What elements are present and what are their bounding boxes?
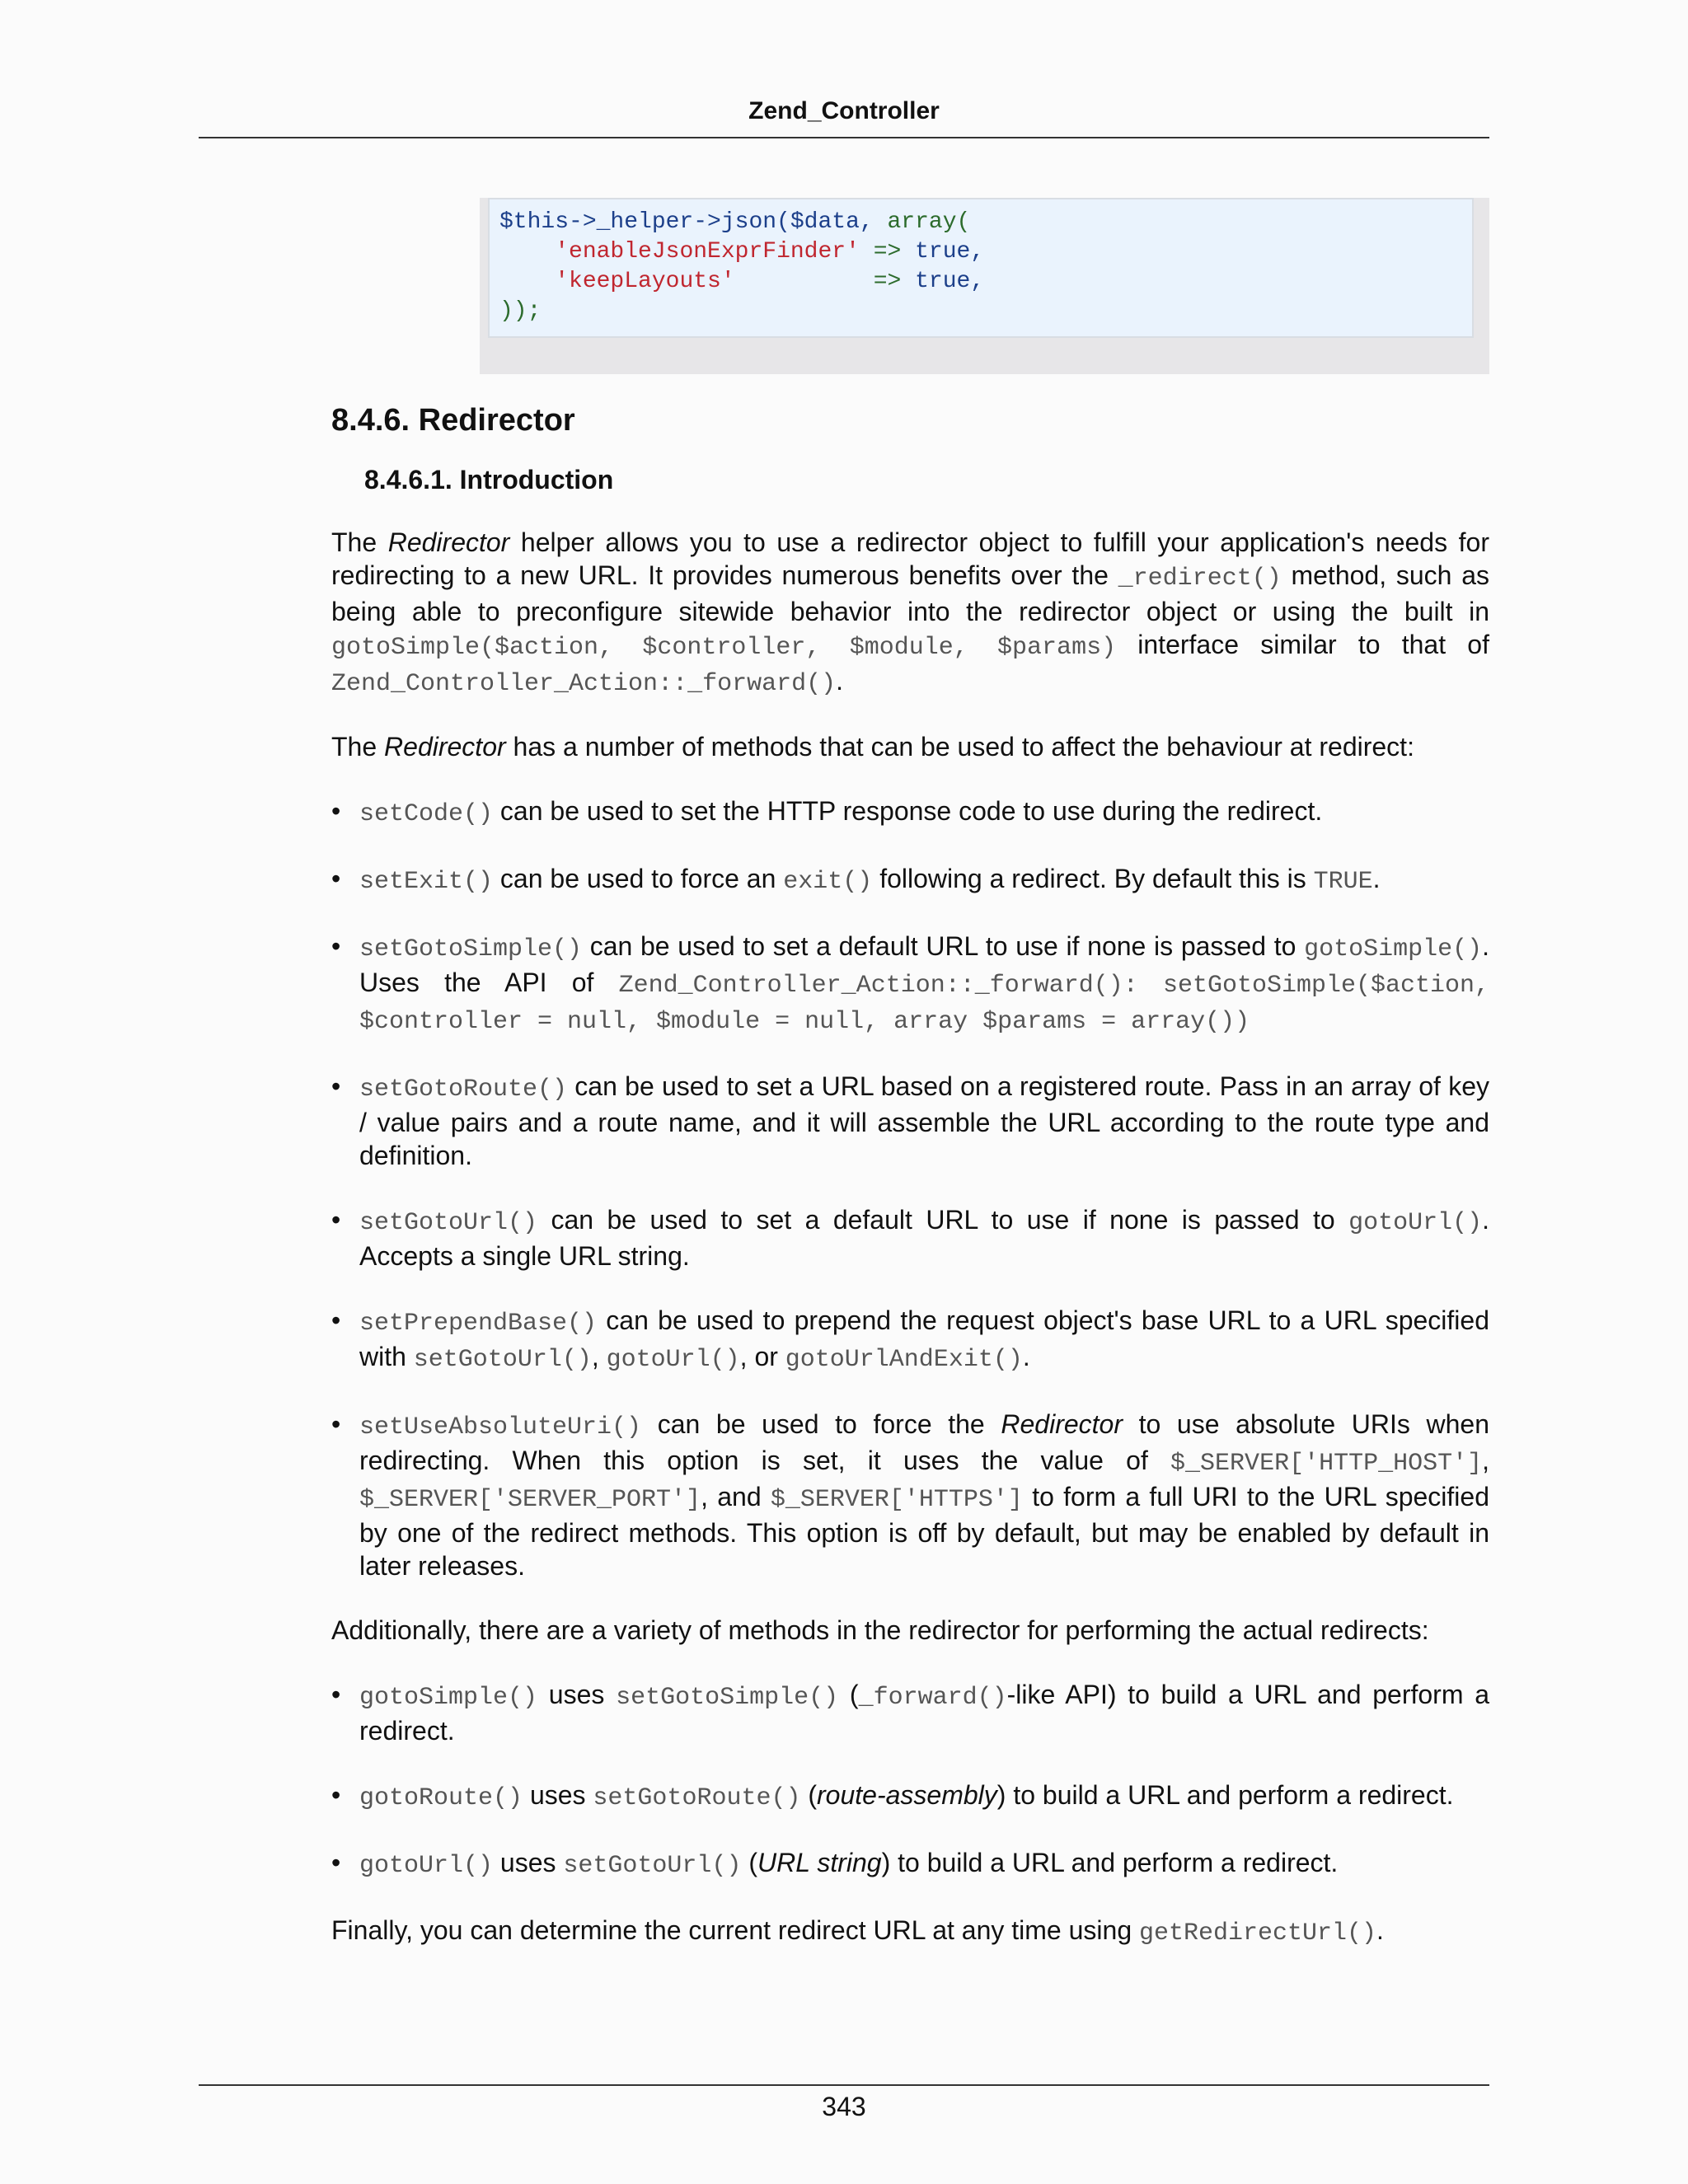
code-token: ));: [499, 298, 542, 324]
code-inline: setPrependBase(): [359, 1310, 598, 1338]
code-indent: [735, 269, 874, 294]
code-value: true,: [915, 239, 985, 265]
text: [1138, 968, 1163, 997]
actions-intro-paragraph: Additionally, there are a variety of methods in the redirector for performing the actual redirects:: [331, 1615, 1429, 1645]
code-inline: gotoRoute(): [359, 1784, 523, 1812]
header-rule: [199, 137, 1489, 138]
code-inline: _forward(): [858, 1684, 1007, 1712]
list-item: [331, 1408, 1489, 1582]
code-string: 'keepLayouts': [555, 269, 735, 294]
code-inline: getRedirectUrl(): [1139, 1919, 1377, 1947]
emphasis: URL string: [757, 1848, 882, 1877]
code-inline: setGotoUrl(): [359, 1209, 538, 1237]
bullet: •: [331, 1305, 341, 1335]
code-inline: gotoUrl(): [606, 1346, 740, 1374]
text: .: [1376, 1915, 1384, 1945]
text: can be used to set a default URL to use if none is passed to: [537, 1205, 1349, 1235]
text: (: [741, 1848, 757, 1877]
text: .: [836, 666, 843, 696]
bullet: •: [331, 1680, 341, 1709]
list-item: [331, 1304, 1489, 1376]
code-inline: setExit(): [359, 868, 494, 896]
code-token: $this->_helper->json($data,: [499, 209, 888, 235]
list-item: [331, 1846, 1489, 1882]
text: can be used to force an: [493, 864, 784, 893]
text: . Uses the API of: [359, 931, 1489, 997]
text: ,: [1482, 1446, 1489, 1475]
text: method, such as being able to preconfigure sitewide behavior into the redirector object or using the built in: [331, 560, 1490, 626]
code-inline: setGotoSimple(): [359, 935, 583, 963]
code-inline: $_SERVER['SERVER_PORT']: [359, 1486, 701, 1514]
code-inline: TRUE: [1313, 868, 1373, 896]
code-inline: $_SERVER['HTTP_HOST']: [1170, 1450, 1483, 1478]
running-header: Zend_Controller: [748, 97, 940, 124]
emphasis: Redirector: [1001, 1409, 1123, 1439]
code-inline: gotoSimple(): [359, 1684, 538, 1712]
bullet: •: [331, 1409, 341, 1439]
subsection-heading: 8.4.6.1. Introduction: [364, 465, 614, 494]
text: The: [331, 732, 385, 762]
text: -like API) to build a URL and perform a redirect.: [359, 1680, 1490, 1746]
list-item: [331, 794, 1489, 831]
intro-paragraph: [331, 526, 1489, 701]
list-item: [331, 1779, 1489, 1815]
code-listing-frame: [480, 198, 1489, 374]
section-heading: 8.4.6. Redirector: [331, 403, 575, 438]
code-inline: setUseAbsoluteUri(): [359, 1413, 642, 1441]
code-operator: =>: [859, 239, 916, 265]
text: uses: [523, 1780, 593, 1810]
code-operator: =>: [873, 269, 916, 294]
code-token: array(: [887, 209, 971, 235]
text: , and: [701, 1482, 771, 1511]
code-inline: gotoSimple(): [1304, 935, 1483, 963]
emphasis: route-assembly: [817, 1780, 997, 1810]
bullet: •: [331, 931, 341, 961]
code-inline: $_SERVER['HTTPS']: [770, 1486, 1023, 1514]
list-item: [331, 1678, 1489, 1747]
list-item: [331, 930, 1489, 1038]
code-inline: gotoUrl(): [359, 1852, 494, 1880]
text: uses: [537, 1680, 617, 1709]
page-number: 343: [822, 2092, 866, 2121]
code-inline: setGotoRoute(): [359, 1076, 568, 1104]
emphasis: Redirector: [387, 527, 510, 557]
footer-rule: [199, 2084, 1489, 2086]
text: can be used to set a default URL to use if none is passed to: [582, 931, 1305, 961]
code-indent: [499, 239, 555, 265]
main-content: [331, 397, 1489, 1950]
actions-list: [331, 1678, 1489, 1882]
code-indent: [499, 269, 555, 294]
code-inline: setGotoSimple(): [616, 1684, 839, 1712]
code-inline: gotoUrlAndExit(): [785, 1346, 1023, 1374]
text: , or: [739, 1342, 785, 1371]
text: can be used to set the HTTP response code to use during the redirect.: [493, 796, 1323, 826]
methods-intro-paragraph: [331, 730, 1489, 763]
text: (: [800, 1780, 818, 1810]
code-inline: gotoSimple($action, $controller, $module, $params): [331, 634, 1117, 662]
list-item: [331, 862, 1489, 898]
code-inline: exit(): [783, 868, 873, 896]
methods-list: [331, 794, 1489, 1582]
text: uses: [493, 1848, 564, 1877]
text: to form a full URI to the URL specified by one of the redirect methods. This option is off by default, but may be enabled by default in later releases.: [359, 1482, 1490, 1581]
text: ) to build a URL and perform a redirect.: [881, 1848, 1339, 1877]
text: to use absolute URIs when redirecting. When this option is set, it uses the value of: [359, 1409, 1490, 1475]
code-inline: Zend_Controller_Action::_forward(): [331, 670, 837, 698]
code-value: true,: [915, 269, 985, 294]
text: Finally, you can determine the current redirect URL at any time using: [331, 1915, 1139, 1945]
bullet: •: [331, 1780, 341, 1810]
code-inline: setGotoRoute(): [593, 1784, 801, 1812]
text: can be used to set a URL based on a registered route. Pass in an array of key / value pairs and a route name, and it will assemble the URL according to the route type and definition.: [359, 1071, 1489, 1170]
text: . Accepts a single URL string.: [359, 1205, 1489, 1271]
bullet: •: [331, 864, 341, 893]
code-inline: Zend_Controller_Action::_forward():: [618, 972, 1138, 1000]
code-inline: setCode(): [359, 800, 494, 828]
text: .: [1022, 1342, 1030, 1371]
text: can be used to force the: [641, 1409, 1001, 1439]
list-item: [331, 1070, 1489, 1172]
bullet: •: [331, 1205, 341, 1235]
text: helper allows you to use a redirector object to fulfill your application's needs for redirecting to a new URL. It provides numerous benefits over the: [331, 527, 1490, 590]
code-listing: [488, 198, 1474, 338]
text: has a number of methods that can be used to affect the behaviour at redirect:: [505, 732, 1414, 762]
emphasis: Redirector: [384, 732, 506, 762]
text: The: [331, 527, 388, 557]
text: can be used to prepend the request object's base URL to a URL specified with: [359, 1305, 1489, 1371]
text: ,: [591, 1342, 607, 1371]
final-paragraph: [331, 1914, 1489, 1950]
bullet: •: [331, 1848, 341, 1877]
text: interface similar to that of: [1116, 630, 1489, 659]
text: ) to build a URL and perform a redirect.: [996, 1780, 1454, 1810]
code-inline: gotoUrl(): [1348, 1209, 1483, 1237]
code-inline: setGotoUrl(): [563, 1852, 742, 1880]
text: (: [838, 1680, 859, 1709]
bullet: •: [331, 796, 341, 826]
code-string: 'enableJsonExprFinder': [555, 239, 860, 265]
code-inline: _redirect(): [1118, 565, 1282, 593]
list-item: [331, 1203, 1489, 1272]
text: following a redirect. By default this is: [872, 864, 1314, 893]
code-inline: setGotoUrl(): [413, 1346, 592, 1374]
text: .: [1372, 864, 1381, 893]
bullet: •: [331, 1071, 341, 1101]
code-inline: setGotoSimple($action, $controller = null, $module = null, array $params = array()): [359, 972, 1490, 1036]
